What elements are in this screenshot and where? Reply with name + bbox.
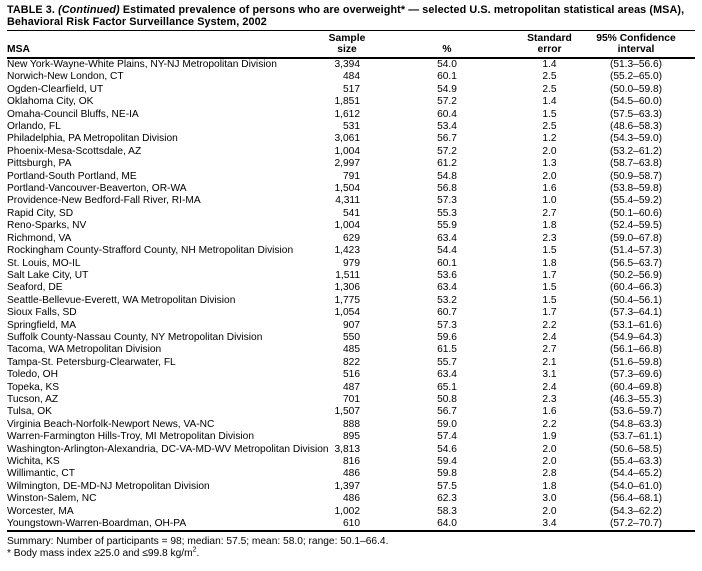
cell-percent: 53.2	[437, 294, 457, 306]
cell-msa: Omaha-Council Bluffs, NE-IA	[7, 108, 139, 120]
cell-msa: Wilmington, DE-MD-NJ Metropolitan Division	[7, 480, 210, 492]
cell-percent: 60.1	[437, 257, 457, 269]
cell-sample-size: 1,775	[334, 294, 360, 306]
cell-confidence-interval: (52.4–59.5)	[609, 220, 663, 232]
table-row	[7, 258, 695, 270]
cell-msa: Tulsa, OK	[7, 406, 52, 418]
cell-percent: 62.3	[437, 493, 457, 505]
cell-msa: Willimantic, CT	[7, 468, 75, 480]
cell-confidence-interval: (54.8–63.3)	[609, 418, 663, 430]
table-row	[7, 431, 695, 443]
cell-standard-error: 2.2	[542, 418, 557, 430]
cell-standard-error: 1.9	[542, 431, 557, 443]
table-row	[7, 369, 695, 381]
cell-percent: 57.5	[437, 480, 457, 492]
cell-standard-error: 2.5	[542, 121, 557, 133]
table-row	[7, 171, 695, 183]
cell-confidence-interval: (53.1–61.6)	[609, 319, 663, 331]
cell-percent: 61.5	[437, 344, 457, 356]
cell-sample-size: 550	[343, 331, 360, 343]
header-row	[7, 31, 695, 59]
col-header-standard-error: Standard error	[522, 31, 577, 59]
cell-standard-error: 1.8	[542, 257, 557, 269]
cell-percent: 58.3	[437, 505, 457, 517]
table-row	[7, 357, 695, 369]
cell-sample-size: 1,507	[334, 406, 360, 418]
table-row	[7, 456, 695, 468]
cell-percent: 60.7	[437, 307, 457, 319]
cell-confidence-interval: (58.7–63.8)	[609, 158, 663, 170]
table-row	[7, 419, 695, 431]
cell-msa: St. Louis, MO-IL	[7, 257, 81, 269]
cell-standard-error: 1.4	[542, 96, 557, 108]
cell-msa: Springfield, MA	[7, 319, 77, 331]
table-row	[7, 270, 695, 282]
title-line2: Behavioral Risk Factor Surveillance System, 2002	[7, 16, 267, 28]
table-row	[7, 58, 695, 71]
table-row	[7, 183, 695, 195]
cell-sample-size: 907	[343, 319, 360, 331]
cell-confidence-interval: (54.4–65.2)	[609, 468, 663, 480]
table-row	[7, 382, 695, 394]
cell-sample-size: 1,054	[334, 307, 360, 319]
prevalence-table	[7, 30, 695, 532]
cell-sample-size: 3,061	[334, 133, 360, 145]
cell-standard-error: 1.5	[542, 108, 557, 120]
cell-standard-error: 1.6	[542, 183, 557, 195]
cell-sample-size: 3,394	[334, 59, 360, 70]
cell-percent: 63.4	[437, 369, 457, 381]
cell-percent: 57.4	[437, 431, 457, 443]
cell-confidence-interval: (55.4–63.3)	[609, 456, 663, 467]
cell-standard-error: 2.2	[542, 319, 557, 331]
cell-standard-error: 2.4	[542, 331, 557, 343]
cell-standard-error: 2.3	[542, 393, 557, 405]
cell-sample-size: 541	[343, 207, 360, 219]
cell-sample-size: 701	[343, 393, 360, 405]
col-header-msa: MSA	[7, 31, 322, 59]
cell-sample-size: 1,851	[334, 96, 360, 108]
cell-sample-size: 516	[343, 369, 360, 381]
table-row	[7, 245, 695, 257]
cell-percent: 57.3	[437, 319, 457, 331]
cell-sample-size: 816	[343, 456, 360, 467]
cell-msa: Tucson, AZ	[7, 393, 59, 405]
cell-msa: Seaford, DE	[7, 282, 63, 294]
cell-confidence-interval: (54.3–59.0)	[609, 133, 663, 145]
cell-standard-error: 2.8	[542, 468, 557, 480]
cell-msa: Pittsburgh, PA	[7, 158, 72, 170]
cell-sample-size: 3,813	[334, 443, 360, 455]
cell-confidence-interval: (53.7–61.1)	[609, 431, 663, 443]
cell-sample-size: 1,004	[334, 220, 360, 232]
cell-confidence-interval: (54.0–61.0)	[609, 480, 663, 492]
table-row	[7, 332, 695, 344]
cell-percent: 50.8	[437, 393, 457, 405]
cell-sample-size: 486	[343, 493, 360, 505]
cell-msa: Seattle-Bellevue-Everett, WA Metropolitan Division	[7, 294, 236, 306]
cell-confidence-interval: (50.2–56.9)	[609, 269, 663, 281]
footnote-bmi-superscript: 2	[192, 547, 197, 555]
cell-standard-error: 2.1	[542, 356, 557, 368]
cell-confidence-interval: (50.4–56.1)	[609, 294, 663, 306]
cell-standard-error: 3.1	[542, 369, 557, 381]
cell-sample-size: 1,504	[334, 183, 360, 195]
cell-confidence-interval: (51.4–57.3)	[609, 245, 663, 257]
cell-msa: Salt Lake City, UT	[7, 269, 89, 281]
cell-msa: Suffolk County-Nassau County, NY Metropolitan Division	[7, 331, 263, 343]
cell-msa: Tampa-St. Petersburg-Clearwater, FL	[7, 356, 176, 368]
cell-msa: Providence-New Bedford-Fall River, RI-MA	[7, 195, 201, 207]
table-row	[7, 493, 695, 505]
cell-msa: Tacoma, WA Metropolitan Division	[7, 344, 162, 356]
cell-percent: 59.6	[437, 331, 457, 343]
cell-percent: 55.7	[437, 356, 457, 368]
cell-confidence-interval: (50.1–60.6)	[609, 207, 663, 219]
cell-sample-size: 486	[343, 468, 360, 480]
cell-msa: Rapid City, SD	[7, 207, 74, 219]
cell-percent: 55.9	[437, 220, 457, 232]
footnote-bmi	[7, 548, 695, 560]
cell-confidence-interval: (56.5–63.7)	[609, 257, 663, 269]
cell-sample-size: 791	[343, 170, 360, 182]
cell-standard-error: 2.0	[542, 145, 557, 157]
cell-msa: Richmond, VA	[7, 232, 72, 244]
cell-sample-size: 487	[343, 381, 360, 393]
cell-sample-size: 1,612	[334, 108, 360, 120]
cell-msa: Reno-Sparks, NV	[7, 220, 87, 232]
cell-msa: Sioux Falls, SD	[7, 307, 77, 319]
cell-percent: 55.3	[437, 207, 457, 219]
table-row	[7, 282, 695, 294]
cell-confidence-interval: (50.0–59.8)	[609, 83, 663, 95]
table-row	[7, 506, 695, 518]
table-row	[7, 71, 695, 83]
cell-msa: Portland-Vancouver-Beaverton, OR-WA	[7, 183, 187, 195]
cell-msa: Worcester, MA	[7, 505, 74, 517]
col-header-sample-size: Sample size	[322, 31, 372, 59]
table-row	[7, 220, 695, 232]
cell-percent: 60.4	[437, 108, 457, 120]
cell-sample-size: 531	[343, 121, 360, 133]
cell-msa: Phoenix-Mesa-Scottsdale, AZ	[7, 145, 142, 157]
cell-confidence-interval: (59.0–67.8)	[609, 232, 663, 244]
title-continued: (Continued)	[58, 4, 120, 16]
footnote-bmi-period: .	[196, 548, 200, 560]
table-row	[7, 208, 695, 220]
cell-standard-error: 1.4	[542, 59, 557, 70]
cell-percent: 54.8	[437, 170, 457, 182]
cell-confidence-interval: (60.4–66.3)	[609, 282, 663, 294]
cell-confidence-interval: (56.1–66.8)	[609, 344, 663, 356]
title-part2: Estimated prevalence of persons who are overweight* — selected U.S. metropolitan statistical areas (MSA),	[119, 4, 685, 16]
cell-msa: Toledo, OH	[7, 369, 58, 381]
table-row	[7, 518, 695, 531]
cell-standard-error: 1.6	[542, 406, 557, 418]
cell-confidence-interval: (50.6–58.5)	[609, 443, 663, 455]
cell-standard-error: 2.7	[542, 344, 557, 356]
cell-confidence-interval: (54.9–64.3)	[609, 331, 663, 343]
table-row	[7, 444, 695, 456]
cell-percent: 63.4	[437, 282, 457, 294]
col-header-percent: %	[372, 31, 522, 59]
cell-sample-size: 484	[343, 71, 360, 83]
cell-standard-error: 3.0	[542, 493, 557, 505]
cell-standard-error: 1.0	[542, 195, 557, 207]
cell-standard-error: 2.5	[542, 71, 557, 83]
table-title	[7, 4, 695, 28]
cell-confidence-interval: (56.4–68.1)	[609, 493, 663, 505]
table-row	[7, 481, 695, 493]
cell-percent: 56.7	[437, 133, 457, 145]
cell-confidence-interval: (48.6–58.3)	[609, 121, 663, 133]
cell-confidence-interval: (60.4–69.8)	[609, 381, 663, 393]
cell-percent: 57.3	[437, 195, 457, 207]
table-row	[7, 295, 695, 307]
table-row	[7, 344, 695, 356]
cell-sample-size: 485	[343, 344, 360, 356]
cell-sample-size: 888	[343, 418, 360, 430]
cell-confidence-interval: (53.6–59.7)	[609, 406, 663, 418]
cell-standard-error: 1.8	[542, 220, 557, 232]
cell-percent: 56.7	[437, 406, 457, 418]
cell-percent: 65.1	[437, 381, 457, 393]
cell-confidence-interval: (54.3–62.2)	[609, 505, 663, 517]
table-row	[7, 320, 695, 332]
cell-msa: Topeka, KS	[7, 381, 60, 393]
cell-msa: Orlando, FL	[7, 121, 61, 133]
table-row	[7, 133, 695, 145]
cell-standard-error: 2.0	[542, 456, 557, 467]
table-row	[7, 406, 695, 418]
cell-confidence-interval: (54.5–60.0)	[609, 96, 663, 108]
cell-msa: Rockingham County-Strafford County, NH Metropolitan Division	[7, 245, 294, 257]
cell-standard-error: 1.2	[542, 133, 557, 145]
cell-confidence-interval: (57.2–70.7)	[609, 518, 663, 530]
cell-confidence-interval: (57.3–69.6)	[609, 369, 663, 381]
cell-percent: 59.0	[437, 418, 457, 430]
table-summary: Summary: Number of participants = 98; median: 57.5; mean: 58.0; range: 50.1–66.4.	[7, 536, 389, 548]
cell-sample-size: 822	[343, 356, 360, 368]
cell-percent: 54.0	[437, 59, 457, 70]
cell-confidence-interval: (55.4–59.2)	[609, 195, 663, 207]
footnote-bmi-text: * Body mass index ≥25.0 and ≤99.8 kg/m	[7, 548, 193, 560]
cell-sample-size: 1,423	[334, 245, 360, 257]
cell-percent: 59.4	[437, 456, 457, 467]
cell-percent: 63.4	[437, 232, 457, 244]
cell-standard-error: 1.7	[542, 269, 557, 281]
table-row	[7, 96, 695, 108]
cell-msa: Virginia Beach-Norfolk-Newport News, VA-NC	[7, 418, 215, 430]
cell-msa: Winston-Salem, NC	[7, 493, 97, 505]
title-part1: TABLE 3.	[7, 4, 59, 16]
cell-percent: 57.2	[437, 145, 457, 157]
cell-msa: Youngstown-Warren-Boardman, OH-PA	[7, 518, 187, 530]
cell-standard-error: 1.3	[542, 158, 557, 170]
table-row	[7, 121, 695, 133]
cell-standard-error: 1.5	[542, 282, 557, 294]
cell-confidence-interval: (51.6–59.8)	[609, 356, 663, 368]
cell-standard-error: 1.8	[542, 480, 557, 492]
cell-msa: Oklahoma City, OK	[7, 96, 94, 108]
cell-standard-error: 2.0	[542, 505, 557, 517]
cell-percent: 57.2	[437, 96, 457, 108]
cell-sample-size: 629	[343, 232, 360, 244]
cell-msa: Warren-Farmington Hills-Troy, MI Metropolitan Division	[7, 431, 255, 443]
cell-confidence-interval: (57.3–64.1)	[609, 307, 663, 319]
cell-standard-error: 2.4	[542, 381, 557, 393]
cell-sample-size: 1,511	[335, 269, 360, 281]
cell-sample-size: 517	[343, 83, 360, 95]
cell-standard-error: 1.5	[542, 245, 557, 257]
cell-standard-error: 3.4	[542, 518, 557, 530]
cell-msa: Norwich-New London, CT	[7, 71, 124, 83]
cell-standard-error: 2.7	[542, 207, 557, 219]
table-row	[7, 84, 695, 96]
cell-confidence-interval: (51.3–56.6)	[609, 59, 663, 70]
table-row	[7, 195, 695, 207]
cell-sample-size: 1,002	[334, 505, 360, 517]
cell-percent: 53.6	[437, 269, 457, 281]
cell-sample-size: 4,311	[335, 195, 360, 207]
col-header-confidence-interval: 95% Confidence interval	[577, 31, 695, 59]
cell-percent: 54.6	[437, 443, 457, 455]
cell-confidence-interval: (53.8–59.8)	[609, 183, 663, 195]
cell-confidence-interval: (55.2–65.0)	[609, 71, 663, 83]
table-row	[7, 307, 695, 319]
cell-msa: Washington-Arlington-Alexandria, DC-VA-MD-WV Metropolitan Division	[7, 443, 329, 455]
cell-msa: Wichita, KS	[7, 456, 60, 467]
cell-sample-size: 1,306	[334, 282, 360, 294]
cell-standard-error: 2.0	[542, 443, 557, 455]
cell-standard-error: 2.5	[542, 83, 557, 95]
cell-standard-error: 1.5	[542, 294, 557, 306]
cell-percent: 59.8	[437, 468, 457, 480]
cell-percent: 54.4	[437, 245, 457, 257]
cell-confidence-interval: (53.2–61.2)	[609, 145, 663, 157]
cell-sample-size: 895	[343, 431, 360, 443]
cell-standard-error: 1.7	[542, 307, 557, 319]
cell-sample-size: 1,004	[334, 145, 360, 157]
cell-confidence-interval: (46.3–55.3)	[609, 393, 663, 405]
cell-sample-size: 979	[343, 257, 360, 269]
cell-msa: Portland-South Portland, ME	[7, 170, 137, 182]
table-header	[7, 31, 695, 59]
table-row	[7, 158, 695, 170]
cell-confidence-interval: (57.5–63.3)	[609, 108, 663, 120]
cell-standard-error: 2.0	[542, 170, 557, 182]
cell-percent: 54.9	[437, 83, 457, 95]
cell-percent: 60.1	[437, 71, 457, 83]
cell-sample-size: 2,997	[334, 158, 360, 170]
cell-percent: 53.4	[437, 121, 457, 133]
table-row	[7, 109, 695, 121]
cell-percent: 56.8	[437, 183, 457, 195]
table-row	[7, 233, 695, 245]
table-row	[7, 146, 695, 158]
table-row	[7, 468, 695, 480]
cell-confidence-interval: (50.9–58.7)	[609, 170, 663, 182]
cell-sample-size: 1,397	[334, 480, 360, 492]
cell-msa: Philadelphia, PA Metropolitan Division	[7, 133, 178, 145]
table-body	[7, 58, 695, 531]
cell-standard-error: 2.3	[542, 232, 557, 244]
cell-percent: 64.0	[437, 518, 457, 530]
cell-msa: New York-Wayne-White Plains, NY-NJ Metropolitan Division	[7, 59, 277, 70]
table-row	[7, 394, 695, 406]
cell-percent: 61.2	[437, 158, 457, 170]
cell-sample-size: 610	[343, 518, 360, 530]
cell-msa: Ogden-Clearfield, UT	[7, 83, 104, 95]
